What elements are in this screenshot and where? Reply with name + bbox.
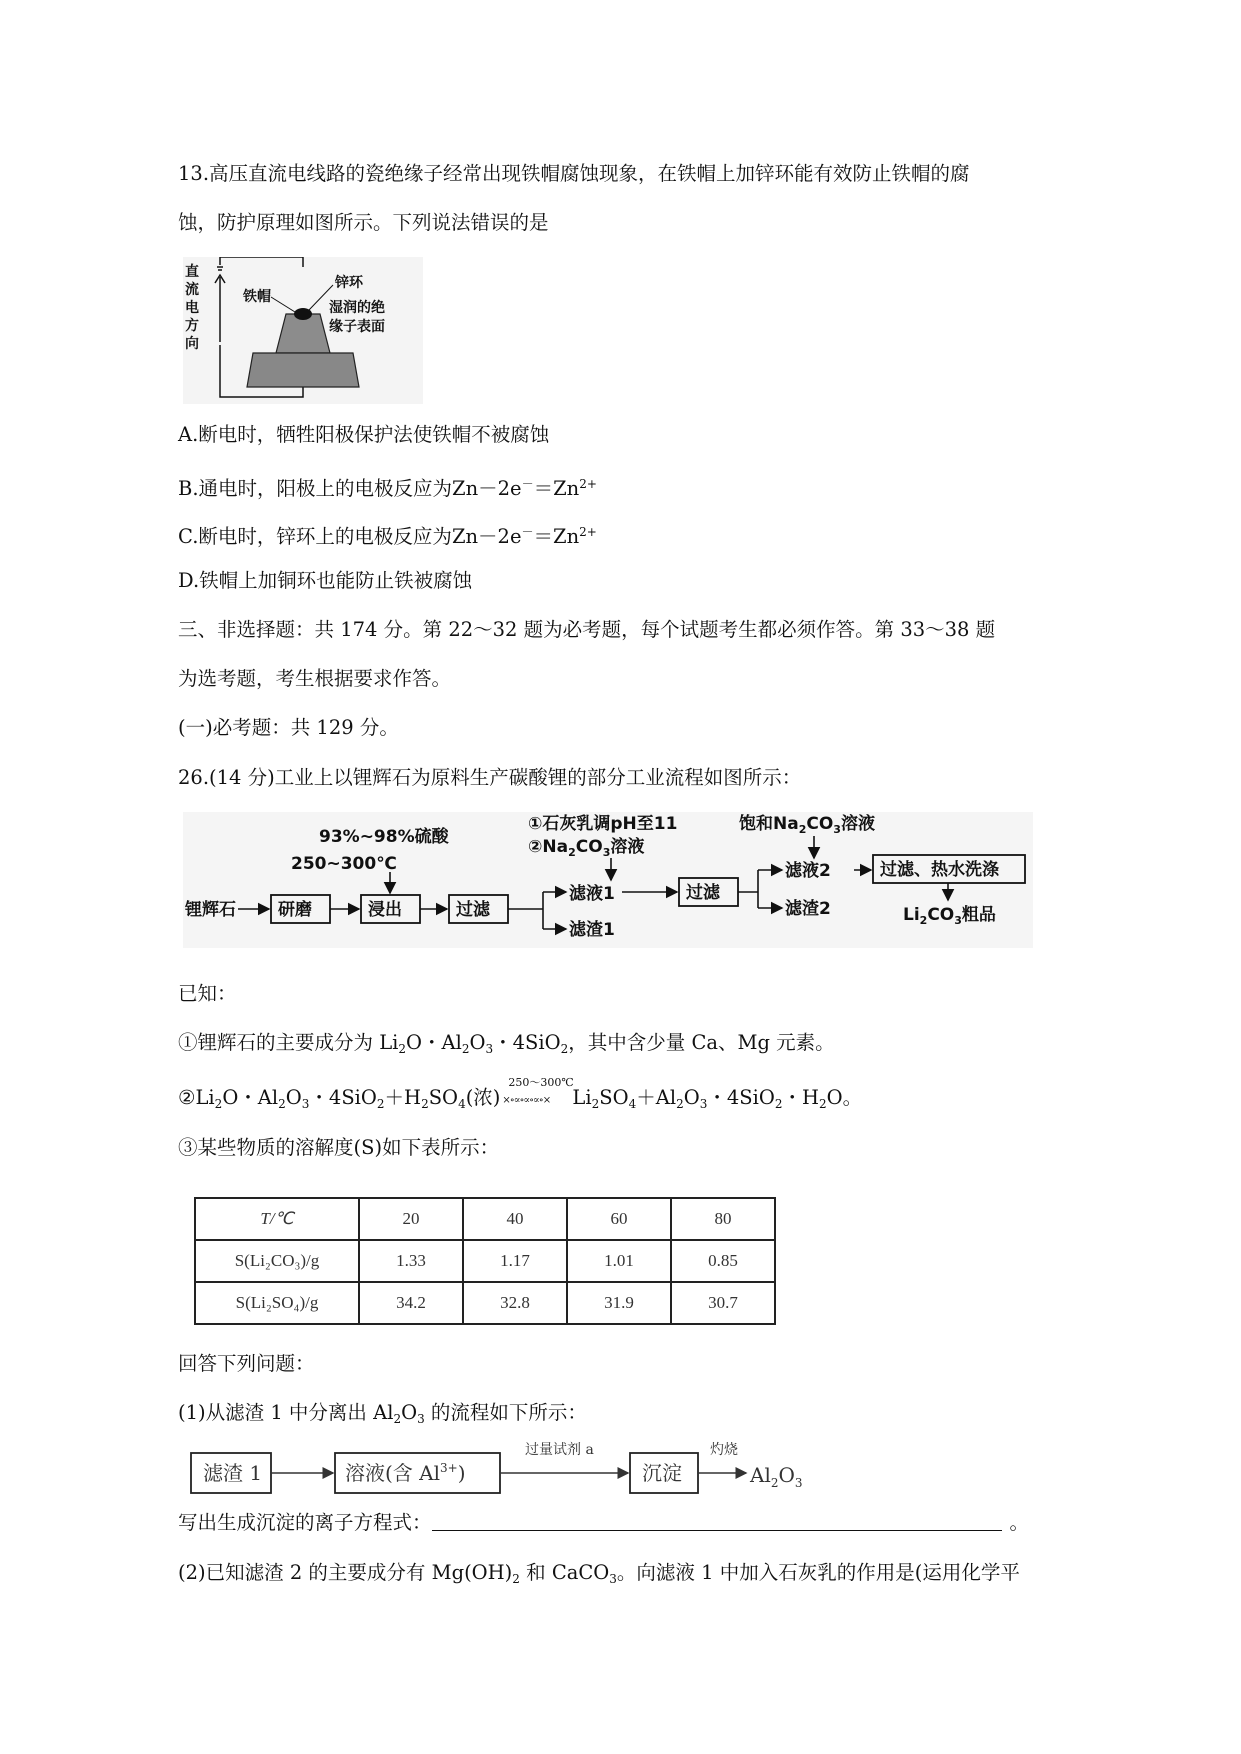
flow2-product: $Al_2O_3$	[750, 1463, 803, 1490]
direction-label-2: 流	[185, 282, 199, 298]
table-cell: 30.7	[671, 1282, 775, 1324]
section3-line1: 三、非选择题：共 174 分。第 22～32 题为必考题，每个试题考生都必须作答。第 33～38 题	[178, 618, 996, 641]
table-cell: 20	[359, 1198, 463, 1240]
sub-question-2: (2)已知滤渣 2 的主要成分有 $Mg(OH)_2$ 和 CaCO$_3$。向滤液 1 中加入石灰乳的作用是(运用化学平	[178, 1561, 1020, 1586]
flow-raw: 锂辉石	[185, 900, 236, 920]
iron-cap-label: 铁帽	[243, 289, 271, 305]
q26-flow-diagram	[183, 812, 1033, 948]
direction-label-4: 方	[185, 318, 199, 334]
q13-figure	[183, 257, 423, 404]
table-row-li2co3	[195, 1240, 775, 1282]
insulator-base	[247, 353, 359, 387]
flow-filter1: 过滤	[456, 900, 490, 920]
answer-prompt: 回答下列问题：	[178, 1352, 315, 1375]
direction-label-5: 向	[185, 336, 199, 352]
flow-acid: 93%~98%硫酸	[319, 827, 449, 847]
known-1: ①锂辉石的主要成分为 $Li_2O$・$Al_2O_3$・4SiO$_2$，其中含少量 Ca、Mg 元素。	[178, 1031, 835, 1056]
flow-residue1: 滤渣1	[569, 920, 615, 940]
answer-blank[interactable]	[432, 1512, 1002, 1531]
flow-reagent1: ①石灰乳调pH至11	[528, 814, 678, 834]
flow-residue2: 滤渣2	[785, 899, 831, 919]
flow-temp: 250~300℃	[291, 854, 397, 874]
known-2: $②Li_2O$・$Al_2O_3$・$4SiO_2+H_2SO_4$(浓) 250～300℃ ×∘∝∘∝∘∝∘× $Li_2SO_4+Al_2O_3$・4SiO$_2$・$H_2O$。	[178, 1076, 863, 1111]
table-cell: 80	[671, 1198, 775, 1240]
flow-leach: 浸出	[368, 900, 402, 920]
sub-question-1: (1)从滤渣 1 中分离出 $Al_2O_3$ 的流程如下所示：	[178, 1401, 587, 1426]
flow-reagent2: $②Na_2CO_3$溶液	[528, 837, 645, 859]
surface-label-2: 缘子表面	[329, 319, 385, 335]
flow2-reagent: 过量试剂 a	[525, 1442, 594, 1458]
direction-label-1: 直	[185, 264, 199, 280]
surface-label-1: 湿润的绝	[329, 300, 385, 316]
table-cell: 34.2	[359, 1282, 463, 1324]
q13-stem-line1: 13.高压直流电线路的瓷绝缘子经常出现铁帽腐蚀现象，在铁帽上加锌环能有效防止铁帽的腐	[178, 162, 970, 185]
sub-question-1-ask: 写出生成沉淀的离子方程式： 。	[178, 1511, 1030, 1534]
known-3: ③某些物质的溶解度(S)如下表所示：	[178, 1136, 500, 1159]
direction-label-3: 电	[185, 300, 199, 316]
flow-wash: 过滤、热水洗涤	[880, 860, 999, 880]
reaction-condition: 250～300℃ ×∘∝∘∝∘∝∘×	[502, 1076, 574, 1106]
section3-required: (一)必考题：共 129 分。	[178, 716, 399, 739]
flow2-solution: 溶液(含 $Al^{3+}$)	[345, 1461, 466, 1485]
flow-product: $Li_2CO_3$粗品	[903, 905, 996, 927]
flow-filter2: 过滤	[686, 883, 720, 903]
table-cell: T/℃	[195, 1198, 359, 1240]
table-cell: 1.17	[463, 1240, 567, 1282]
flow2-burn: 灼烧	[710, 1442, 738, 1458]
flow2-precipitate: 沉淀	[642, 1461, 682, 1485]
table-row-header	[195, 1198, 775, 1240]
table-cell: 1.33	[359, 1240, 463, 1282]
flow-saturated-na2co3: 饱和$Na_2CO_3$溶液	[739, 814, 875, 836]
flow-filtrate2: 滤液2	[785, 861, 831, 881]
flow-filtrate1: 滤液1	[569, 884, 615, 904]
table-cell: 40	[463, 1198, 567, 1240]
q13-option-d: D.铁帽上加铜环也能防止铁被腐蚀	[178, 569, 473, 592]
known-label: 已知：	[178, 982, 237, 1005]
q13-stem-line2: 蚀，防护原理如图所示。下列说法错误的是	[178, 211, 549, 234]
table-cell: S(Li₂SO₄)/g	[195, 1282, 359, 1324]
section3-line2: 为选考题，考生根据要求作答。	[178, 667, 452, 690]
q13-option-c: C.断电时，锌环上的电极反应为$Zn-2e^-=Zn^{2+}$	[178, 525, 597, 548]
q13-option-a: A.断电时，牺牲阳极保护法使铁帽不被腐蚀	[178, 423, 550, 446]
zinc-ring-label: 锌环	[335, 275, 363, 291]
q26-stem: 26.(14 分)工业上以锂辉石为原料生产碳酸锂的部分工业流程如图所示：	[178, 766, 802, 789]
table-cell: 60	[567, 1198, 671, 1240]
table-cell: 31.9	[567, 1282, 671, 1324]
table-cell: S(Li₂CO₃)/g	[195, 1240, 359, 1282]
table-cell: 0.85	[671, 1240, 775, 1282]
table-cell: 1.01	[567, 1240, 671, 1282]
solubility-table	[194, 1197, 776, 1325]
q13-option-b: B.通电时，阳极上的电极反应为$Zn-2e^-=Zn^{2+}$	[178, 477, 597, 500]
flow-grind: 研磨	[278, 900, 312, 920]
table-row-li2so4	[195, 1282, 775, 1324]
al2o3-flow-diagram	[190, 1438, 830, 1498]
table-cell: 32.8	[463, 1282, 567, 1324]
flow2-residue1: 滤渣 1	[203, 1461, 263, 1485]
